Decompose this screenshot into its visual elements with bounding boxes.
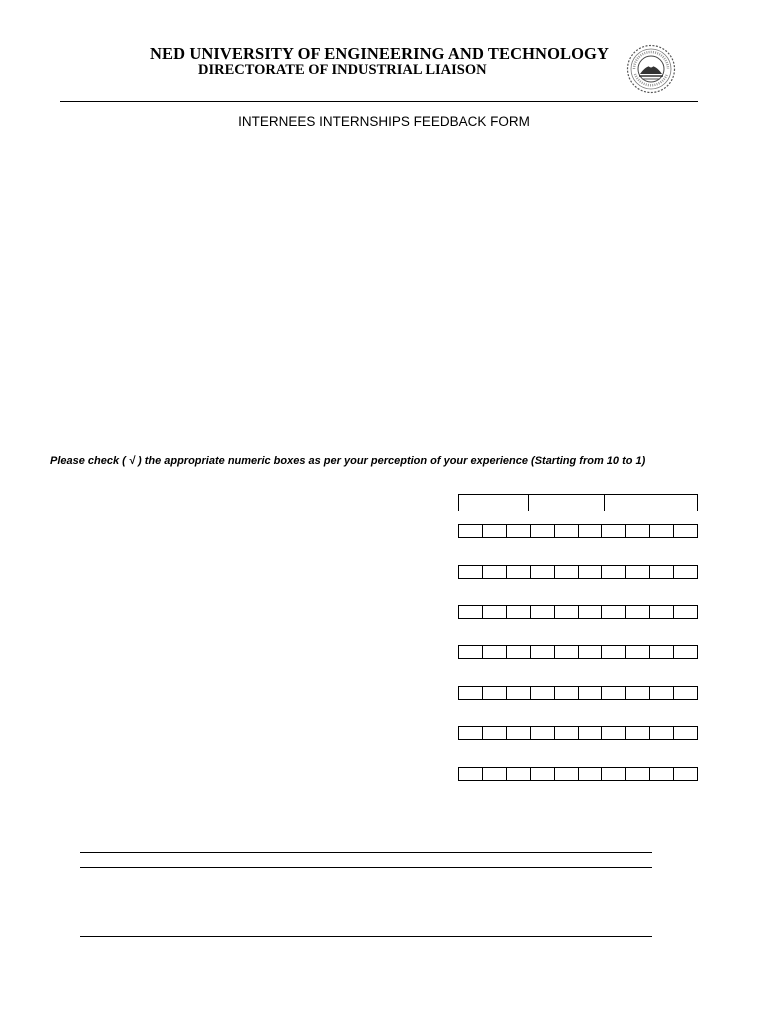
rating-box[interactable] xyxy=(650,687,674,699)
rating-box[interactable] xyxy=(674,727,697,739)
rating-box[interactable] xyxy=(459,606,483,618)
rating-box[interactable] xyxy=(507,646,531,658)
rating-box[interactable] xyxy=(483,768,507,780)
rating-box[interactable] xyxy=(626,727,650,739)
rating-box[interactable] xyxy=(555,566,579,578)
rating-box[interactable] xyxy=(650,566,674,578)
rating-box[interactable] xyxy=(555,525,579,537)
rating-box[interactable] xyxy=(602,566,626,578)
rating-box[interactable] xyxy=(650,525,674,537)
rating-box[interactable] xyxy=(626,525,650,537)
rating-box[interactable] xyxy=(626,606,650,618)
rating-box[interactable] xyxy=(555,606,579,618)
rating-row-6 xyxy=(458,726,698,740)
rating-box[interactable] xyxy=(459,566,483,578)
rating-box[interactable] xyxy=(531,727,555,739)
header-divider xyxy=(60,101,698,102)
rating-box[interactable] xyxy=(531,687,555,699)
rating-box[interactable] xyxy=(579,646,603,658)
rating-box[interactable] xyxy=(602,727,626,739)
rating-box[interactable] xyxy=(531,525,555,537)
rating-scale-header xyxy=(458,494,698,511)
rating-row-7 xyxy=(458,767,698,781)
rating-box[interactable] xyxy=(507,566,531,578)
rating-box[interactable] xyxy=(483,687,507,699)
rating-box[interactable] xyxy=(674,566,697,578)
rating-box[interactable] xyxy=(483,525,507,537)
rating-box[interactable] xyxy=(483,606,507,618)
comment-line-3[interactable] xyxy=(80,936,652,937)
rating-row-3 xyxy=(458,605,698,619)
rating-box[interactable] xyxy=(602,606,626,618)
rating-box[interactable] xyxy=(555,687,579,699)
rating-box[interactable] xyxy=(602,687,626,699)
rating-box[interactable] xyxy=(602,525,626,537)
rating-box[interactable] xyxy=(507,606,531,618)
rating-box[interactable] xyxy=(579,566,603,578)
rating-box[interactable] xyxy=(674,646,697,658)
rating-row-2 xyxy=(458,565,698,579)
rating-box[interactable] xyxy=(555,646,579,658)
rating-box[interactable] xyxy=(674,768,697,780)
directorate-name: DIRECTORATE OF INDUSTRIAL LIAISON xyxy=(198,62,487,78)
rating-box[interactable] xyxy=(459,525,483,537)
rating-box[interactable] xyxy=(531,646,555,658)
form-title: INTERNEES INTERNSHIPS FEEDBACK FORM xyxy=(238,114,530,129)
university-name: NED UNIVERSITY OF ENGINEERING AND TECHNOLOGY xyxy=(150,44,609,63)
rating-box[interactable] xyxy=(555,768,579,780)
rating-box[interactable] xyxy=(459,646,483,658)
rating-box[interactable] xyxy=(650,606,674,618)
rating-box[interactable] xyxy=(626,768,650,780)
rating-box[interactable] xyxy=(579,768,603,780)
rating-box[interactable] xyxy=(579,525,603,537)
rating-box[interactable] xyxy=(459,768,483,780)
rating-box[interactable] xyxy=(531,606,555,618)
rating-box[interactable] xyxy=(626,566,650,578)
rating-box[interactable] xyxy=(674,687,697,699)
rating-box[interactable] xyxy=(579,727,603,739)
rating-box[interactable] xyxy=(626,646,650,658)
rating-box[interactable] xyxy=(483,566,507,578)
comment-line-1[interactable] xyxy=(80,852,652,853)
rating-box[interactable] xyxy=(579,687,603,699)
rating-box[interactable] xyxy=(459,687,483,699)
rating-box[interactable] xyxy=(650,768,674,780)
rating-box[interactable] xyxy=(507,727,531,739)
rating-box[interactable] xyxy=(674,525,697,537)
rating-box[interactable] xyxy=(459,727,483,739)
rating-instruction: Please check ( √ ) the appropriate numeric boxes as per your perception of your experience (Starting from 10 to 1) xyxy=(50,455,646,467)
rating-box[interactable] xyxy=(650,646,674,658)
rating-box[interactable] xyxy=(626,687,650,699)
rating-box[interactable] xyxy=(531,768,555,780)
rating-row-5 xyxy=(458,686,698,700)
rating-row-4 xyxy=(458,645,698,659)
rating-box[interactable] xyxy=(483,727,507,739)
rating-box[interactable] xyxy=(650,727,674,739)
rating-box[interactable] xyxy=(507,768,531,780)
rating-box[interactable] xyxy=(555,727,579,739)
university-seal-icon xyxy=(626,44,676,94)
rating-box[interactable] xyxy=(507,687,531,699)
rating-box[interactable] xyxy=(483,646,507,658)
rating-box[interactable] xyxy=(507,525,531,537)
comment-line-2[interactable] xyxy=(80,867,652,868)
rating-box[interactable] xyxy=(579,606,603,618)
rating-box[interactable] xyxy=(674,606,697,618)
rating-box[interactable] xyxy=(531,566,555,578)
rating-row-1 xyxy=(458,524,698,538)
rating-box[interactable] xyxy=(602,768,626,780)
rating-box[interactable] xyxy=(602,646,626,658)
